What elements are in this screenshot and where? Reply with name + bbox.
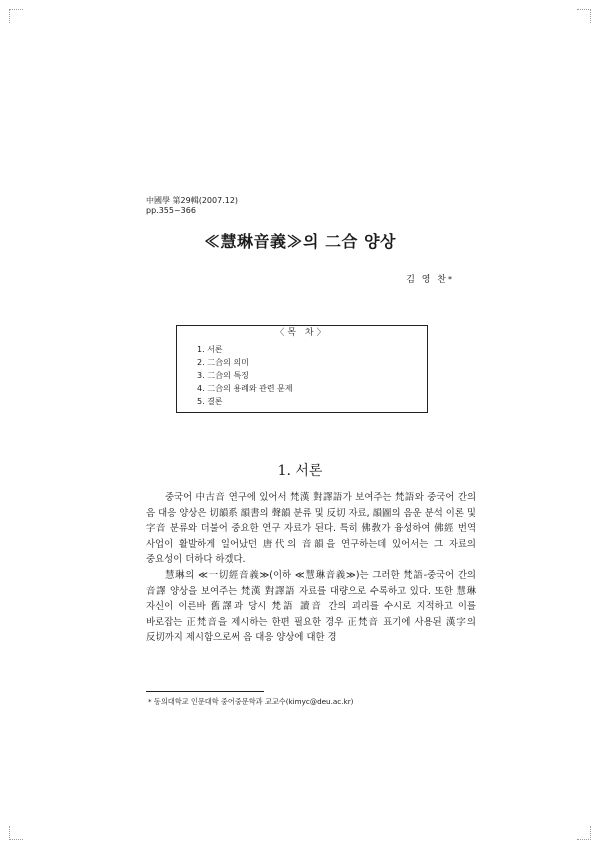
author-name: 김 영 찬 bbox=[406, 275, 448, 285]
paragraph: 慧琳의 ≪一切經音義≫(이하 ≪慧琳音義≫)는 그러한 梵語-중국어 간의 音譯 양상을 보여주는 梵漢 對譯語 자료를 대량으로 수록하고 있다. 또한 慧琳 자신이 이른바 舊譯과 당시 梵語 讀音 간의 괴리를 수시로 지적하고 이를 바로잡는 正梵音을 제시하는 한편 필요한 경우 正梵音 표기에 사용된 漢字의 反切까지 제시함으로써 음 대응 양상에 대한 경 bbox=[146, 569, 476, 644]
page-corner-mark bbox=[9, 826, 23, 840]
journal-issue: 中國學 第29輯(2007.12) bbox=[146, 196, 239, 205]
journal-info bbox=[146, 196, 238, 216]
journal-pages: pp.355~366 bbox=[146, 206, 196, 215]
page-corner-mark bbox=[9, 9, 23, 23]
toc-heading: 〈목 차〉 bbox=[269, 328, 334, 338]
paragraph: 중국어 中古音 연구에 있어서 梵漢 對譯語가 보여주는 梵語와 중국어 간의 음 대응 양상은 切韻系 韻書의 聲韻 분류 및 反切 자료, 韻圖의 음운 분석 이론 및 字音 분류와 더불어 중요한 연구 자료가 된다. 특히 佛敎가 융성하여 佛經 번역 사업이 활발하게 일어났던 唐代의 音韻을 연구하는데 있어서는 그 자료의 중요성이 더하다 하겠다. bbox=[146, 492, 476, 566]
toc-item: 4. 二合의 용례와 관련 문제 bbox=[197, 384, 293, 393]
toc-list bbox=[197, 343, 293, 408]
section-heading: 1. 서론 bbox=[277, 463, 323, 479]
body-text bbox=[146, 490, 476, 646]
author-footnote-mark: * bbox=[448, 275, 454, 284]
toc-item: 2. 二合의 의미 bbox=[197, 358, 249, 367]
toc-item: 5. 결론 bbox=[197, 397, 223, 406]
footnote: * 동의대학교 인문대학 중어중문학과 교교수(kimyc@deu.ac.kr) bbox=[148, 697, 354, 706]
table-of-contents bbox=[176, 325, 428, 413]
page-corner-mark bbox=[577, 826, 591, 840]
toc-item: 1. 서론 bbox=[197, 345, 223, 354]
page-corner-mark bbox=[577, 9, 591, 23]
footnote-divider bbox=[146, 691, 264, 692]
page-title: ≪慧琳音義≫의 二合 양상 bbox=[203, 232, 396, 251]
toc-item: 3. 二合의 특징 bbox=[197, 371, 249, 380]
author bbox=[406, 272, 454, 285]
